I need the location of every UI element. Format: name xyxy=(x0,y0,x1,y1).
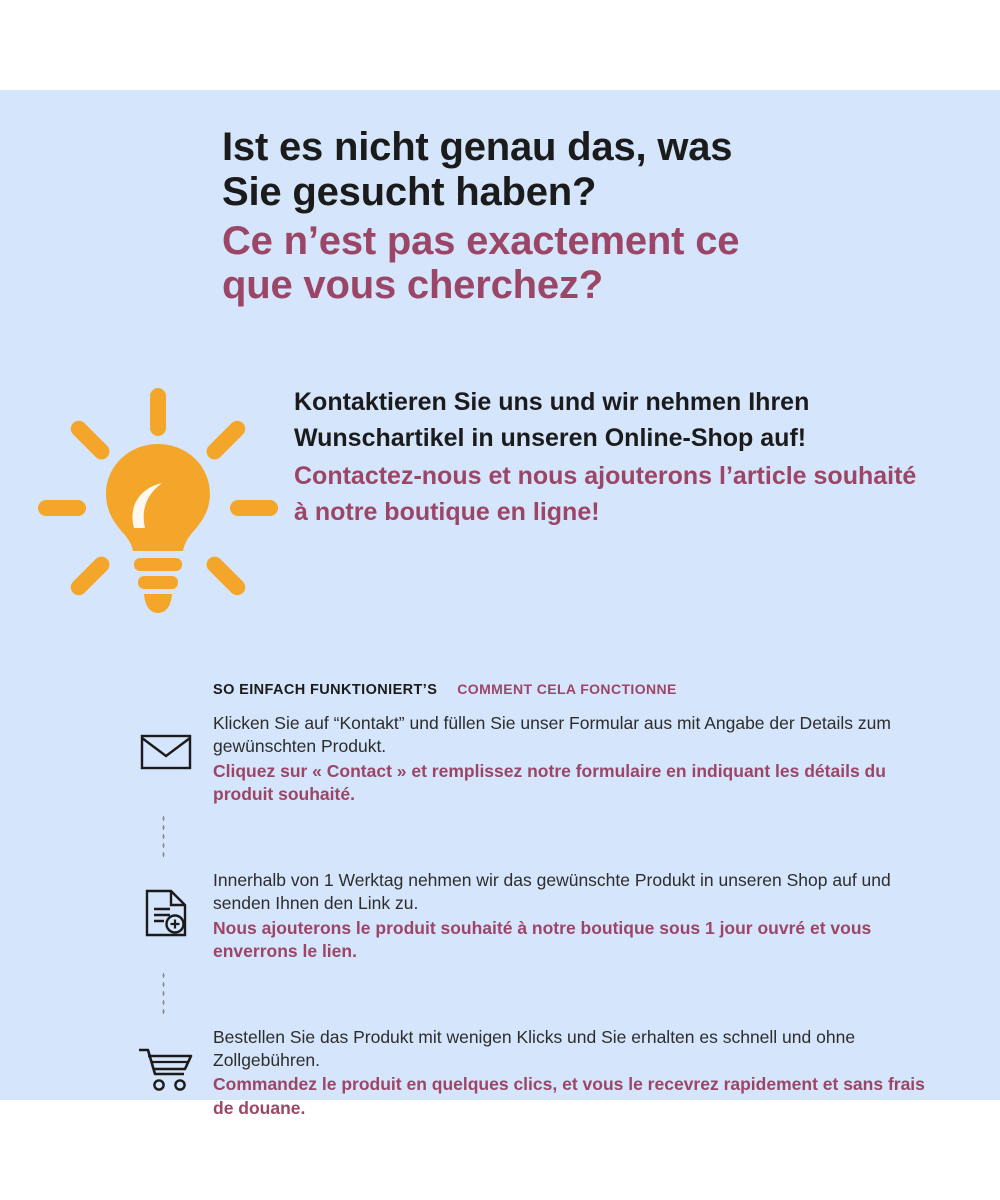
step-1-german: Klicken Sie auf “Kontakt” und füllen Sie unser Formular aus mit Angabe der Details zum gewünschten Produkt. xyxy=(213,713,891,757)
lead-german: Kontaktieren Sie uns und wir nehmen Ihren Wunschartikel in unseren Online-Shop auf! xyxy=(294,388,810,452)
lightbulb-icon xyxy=(38,388,278,628)
how-it-works-french-label: COMMENT CELA FONCTIONNE xyxy=(457,681,677,697)
step-3-text xyxy=(213,1022,938,1121)
lead-paragraph xyxy=(294,384,934,530)
step-2-text xyxy=(213,865,938,964)
dotted-line xyxy=(162,814,165,858)
step-3-french: Commandez le produit en quelques clics, et vous le recevrez rapidement et sans frais de douane. xyxy=(213,1074,925,1118)
steps-list xyxy=(118,708,938,1120)
step-item xyxy=(118,708,938,807)
step-connector-dots xyxy=(118,807,938,865)
headline-block xyxy=(222,125,962,308)
step-3-german: Bestellen Sie das Produkt mit wenigen Klicks und Sie erhalten es schnell und ohne Zollgebühren. xyxy=(213,1026,856,1070)
step-2-icon-cell xyxy=(118,865,213,937)
step-item xyxy=(118,1022,938,1121)
headline-french-line2: que vous cherchez? xyxy=(222,263,603,308)
step-2-french: Nous ajouterons le produit souhaité à notre boutique sous 1 jour ouvré et vous enverrons le lien. xyxy=(213,917,872,962)
dotted-line xyxy=(162,971,165,1015)
headline-german xyxy=(222,125,962,215)
step-3-icon-cell xyxy=(118,1022,213,1092)
document-add-icon xyxy=(143,889,189,937)
headline-french xyxy=(222,219,962,309)
headline-french-line1: Ce n’est pas exactement ce xyxy=(222,218,740,263)
envelope-icon xyxy=(140,732,192,772)
headline-german-line1: Ist es nicht genau das, was xyxy=(222,125,733,169)
how-it-works-heading xyxy=(213,681,677,698)
step-item xyxy=(118,865,938,964)
step-1-french: Cliquez sur « Contact » et remplissez notre formulaire en indiquant les détails du produit souhaité. xyxy=(213,760,886,805)
shopping-cart-icon xyxy=(137,1046,195,1092)
headline-german-line2: Sie gesucht haben? xyxy=(222,169,597,214)
step-1-text xyxy=(213,708,938,807)
step-connector-dots xyxy=(118,964,938,1022)
lead-french: Contactez-nous et nous ajouterons l’article souhaité à notre boutique en ligne! xyxy=(294,462,917,526)
step-1-icon-cell xyxy=(118,708,213,772)
step-2-german: Innerhalb von 1 Werktag nehmen wir das gewünschte Produkt in unseren Shop auf und senden Ihnen den Link zu. xyxy=(213,869,891,914)
how-it-works-german-label: SO EINFACH FUNKTIONIERT’S xyxy=(213,682,438,698)
